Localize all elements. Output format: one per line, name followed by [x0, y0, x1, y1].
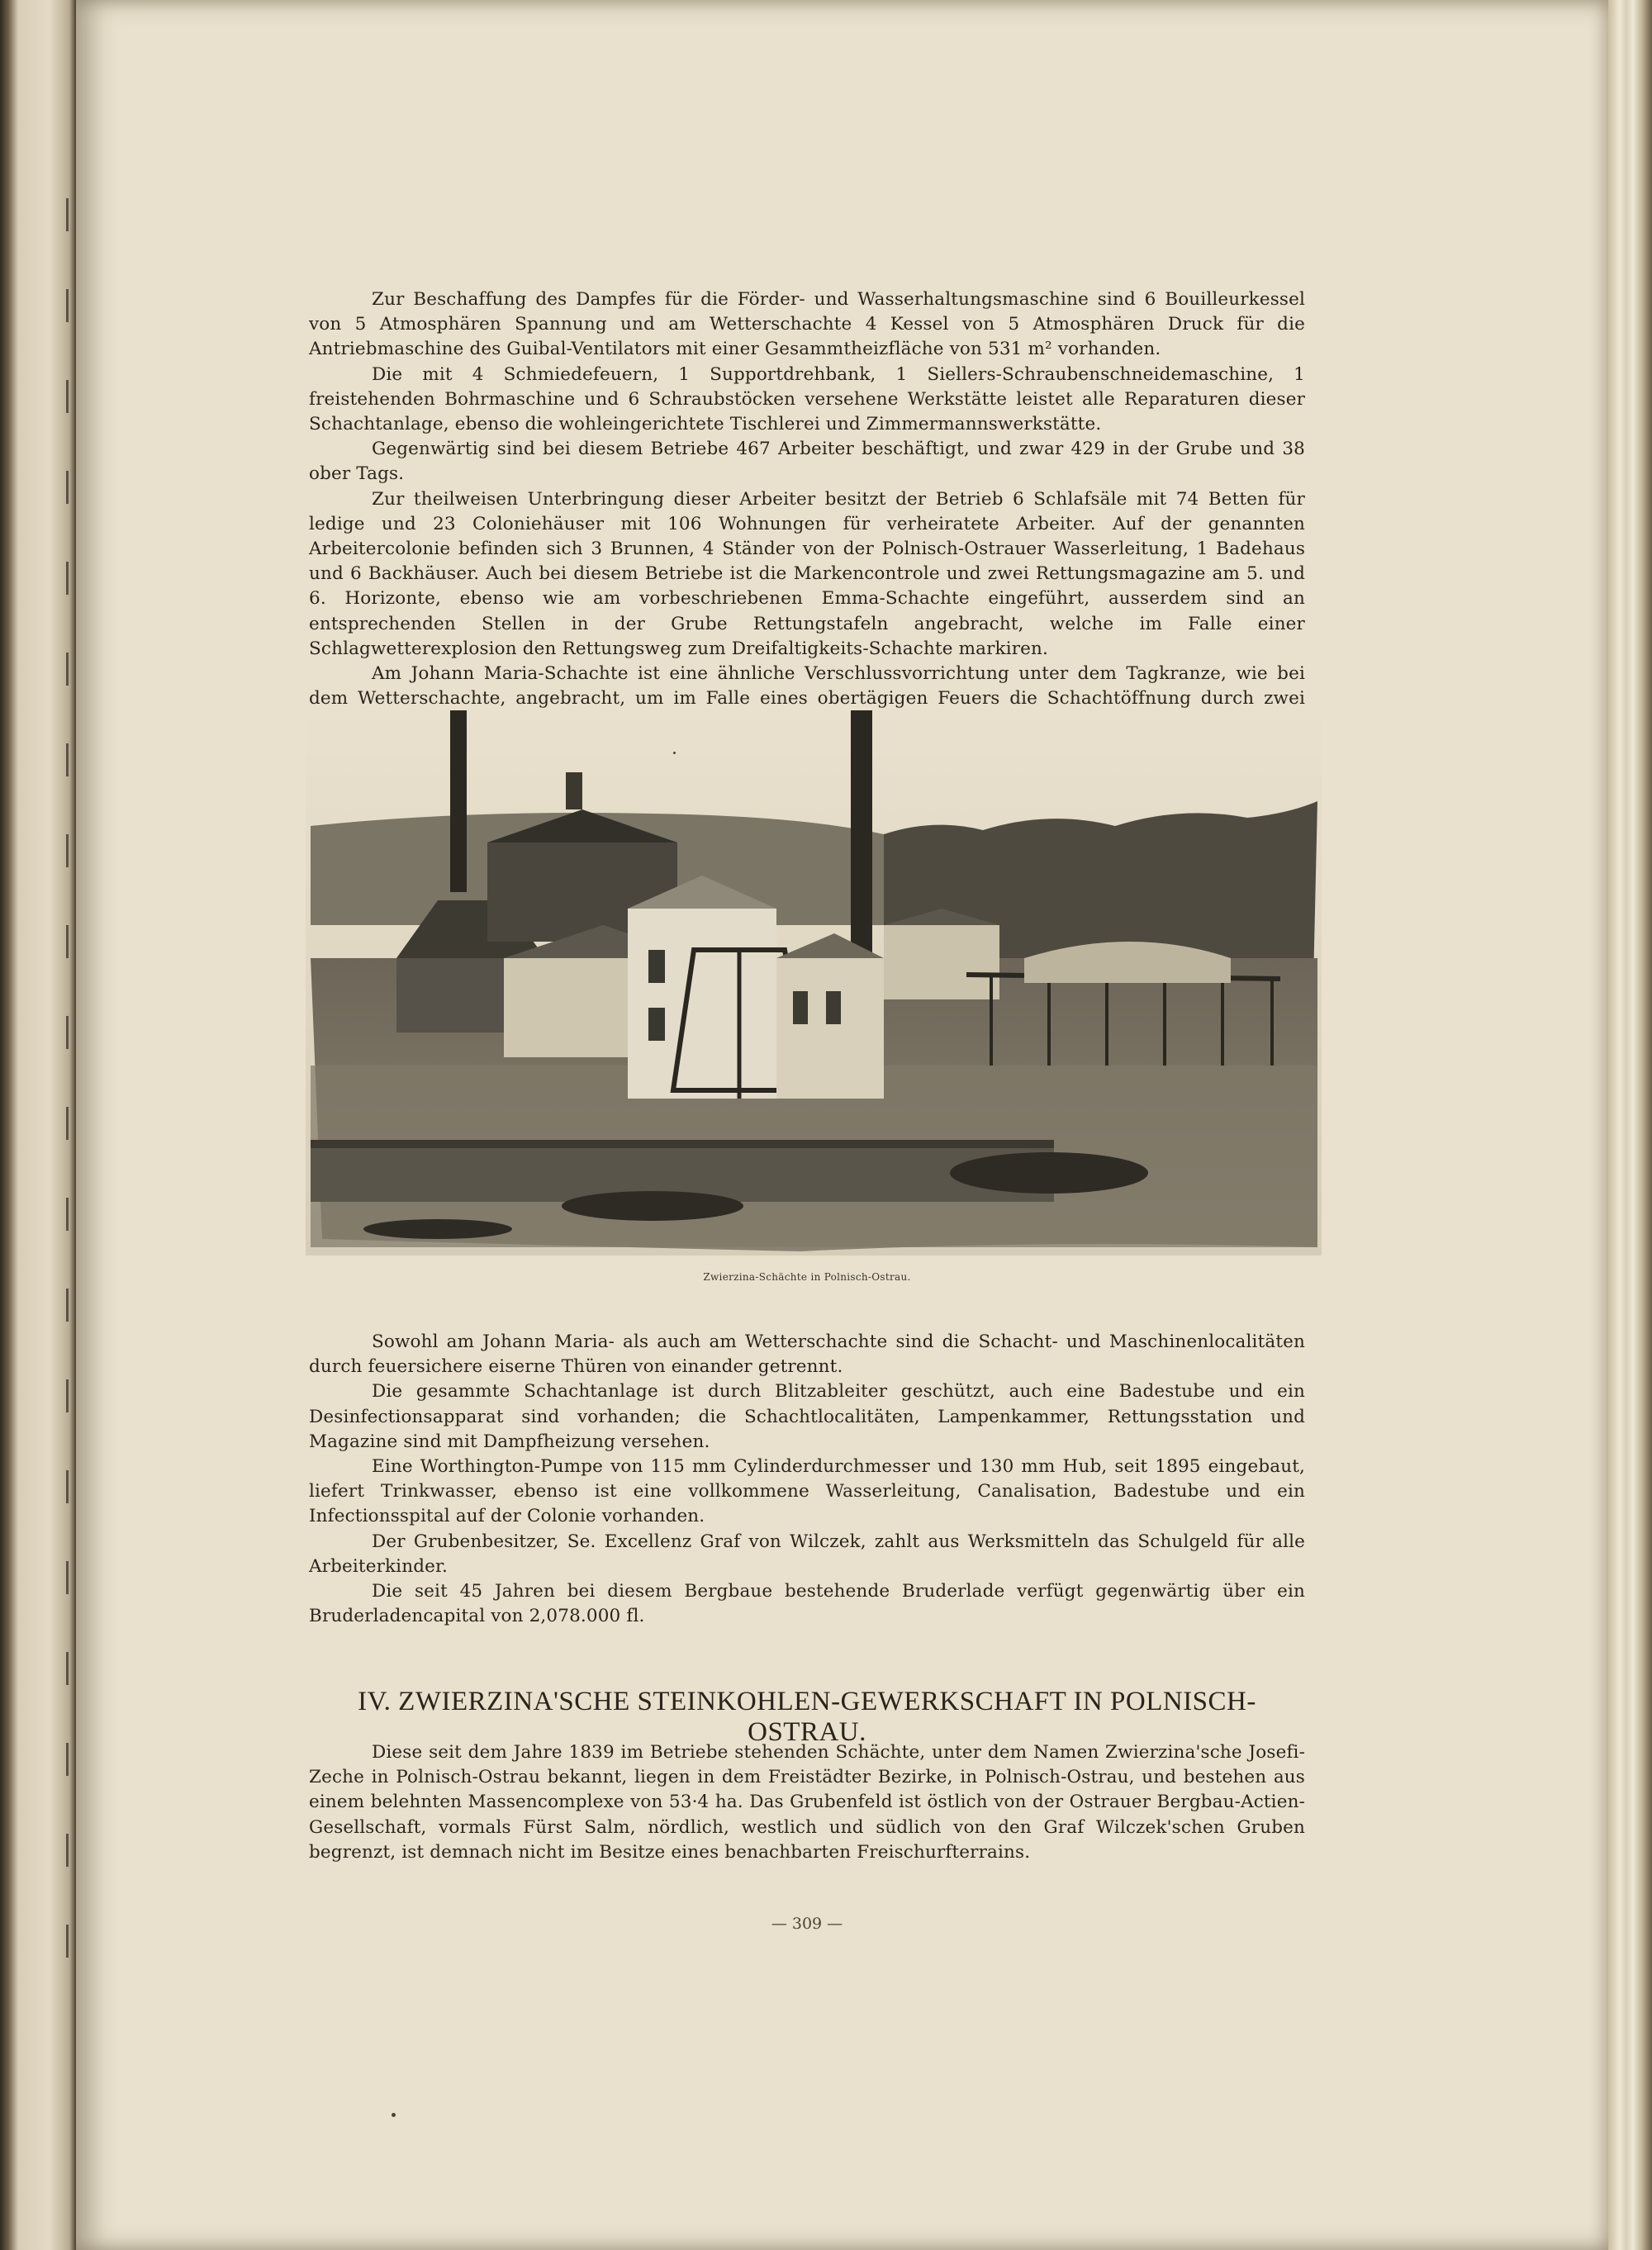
paragraph: Am Johann Maria-Schachte ist eine ähnliche Verschlussvorrichtung unter dem Tagkranze, wie bei dem Wetterschachte, angebracht, um im Falle eines obertägigen Feuers die Schachtöffnung durch zwei — [309, 663, 1305, 710]
ink-speck — [392, 2113, 396, 2117]
paragraph: Eine Worthington-Pumpe von 115 mm Cylinderdurchmesser und 130 mm Hub, seit 1895 eingebaut, liefert Trinkwasser, ebenso ist eine vollkommene Wasserleitung, Canalisation, Badestube und ein Infectionsspital auf der Colonie vorhanden. — [309, 1456, 1305, 1527]
colliery-photograph — [306, 710, 1322, 1256]
paragraph: Diese seit dem Jahre 1839 im Betriebe stehenden Schächte, unter dem Namen Zwierzina'sche Josefi-Zeche in Polnisch-Ostrau bekannt, liegen in dem Freistädter Bezirke, in Polnisch-Ostrau, und bestehen aus einem belehnten Massencomplexe von 53·4 ha. Das Grubenfeld ist östlich von der Ostrauer Bergbau-Actien-Gesellschaft, vormals Fürst Salm, nördlich, westlich und südlich von den Graf Wilczek'schen Gruben begrenzt, ist demnach nicht im Besitze eines benachbarten Freischurfterrains. — [309, 1742, 1305, 1863]
paragraph: Die mit 4 Schmiedefeuern, 1 Supportdrehbank, 1 Siellers-Schraubenschneidemaschine, 1 freistehenden Bohrmaschine und 6 Schraubstöcken versehene Werkstätte leistet alle Reparaturen dieser Schachtanlage, ebenso die wohleingerichtete Tischlerei und Zimmermannswerkstätte. — [309, 363, 1305, 435]
page-stack-edge — [1608, 0, 1652, 2250]
paragraph: Die gesammte Schachtanlage ist durch Blitzableiter geschützt, auch eine Badestube und ein Desinfectionsapparat sind vorhanden; die Schachtlocalitäten, Lampenkammer, Rettungsstation und Magazine sind mit Dampfheizung versehen. — [309, 1381, 1305, 1452]
facing-page-edge — [0, 0, 76, 2250]
paragraph: Der Grubenbesitzer, Se. Excellenz Graf von Wilczek, zahlt aus Werksmitteln das Schulgeld für alle Arbeiterkinder. — [309, 1531, 1305, 1577]
ink-speck — [673, 752, 676, 754]
page-number: — 309 — — [771, 1915, 843, 1933]
paragraph: Die seit 45 Jahren bei diesem Bergbaue bestehende Bruderlade verfügt gegenwärtig über ein Bruderladencapital von 2,078.000 fl. — [309, 1581, 1305, 1627]
binding-thread — [66, 198, 69, 2015]
text-block-bottom — [309, 1740, 1305, 1865]
paragraph: Zur theilweisen Unterbringung dieser Arbeiter besitzt der Betrieb 6 Schlafsäle mit 74 Betten für ledige und 23 Coloniehäuser mit 106 Wohnungen für verheiratete Arbeiter. Auf der genannten Arbeitercolonie befinden sich 3 Brunnen, 4 Ständer von der Polnisch-Ostrauer Wasserleitung, 1 Badehaus und 6 Backhäuser. Auch bei diesem Betriebe ist die Markencontrole und zwei Rettungsmagazine am 5. und 6. Horizonte, ebenso wie am vorbeschriebenen Emma-Schachte eingeführt, ausserdem sind an entsprechenden Stellen in der Grube Rettungstafeln angebracht, welche im Falle einer Schlagwetterexplosion den Rettungsweg zum Dreifaltigkeits-Schachte markiren. — [309, 488, 1305, 659]
section-heading: IV. ZWIERZINA'SCHE STEINKOHLEN-GEWERKSCHAFT IN POLNISCH-OSTRAU. — [358, 1687, 1256, 1747]
figure-caption: Zwierzina-Schächte in Polnisch-Ostrau. — [703, 1271, 911, 1283]
text-block-middle — [309, 1330, 1305, 1629]
text-block-top — [309, 287, 1305, 737]
paragraph: Sowohl am Johann Maria- als auch am Wetterschachte sind die Schacht- und Maschinenlocalitäten durch feuersichere eiserne Thüren von einander getrennt. — [309, 1331, 1305, 1378]
paragraph: Gegenwärtig sind bei diesem Betriebe 467 Arbeiter beschäftigt, und zwar 429 in der Grube und 38 ober Tags. — [309, 439, 1305, 485]
paragraph: Zur Beschaffung des Dampfes für die Förder- und Wasserhaltungsmaschine sind 6 Bouilleurkessel von 5 Atmosphären Spannung und am Wetterschachte 4 Kessel von 5 Atmosphären Druck für die Antriebmaschine des Guibal-Ventilators mit einer Gesammtheizfläche von 531 m² vorhanden. — [309, 289, 1305, 360]
